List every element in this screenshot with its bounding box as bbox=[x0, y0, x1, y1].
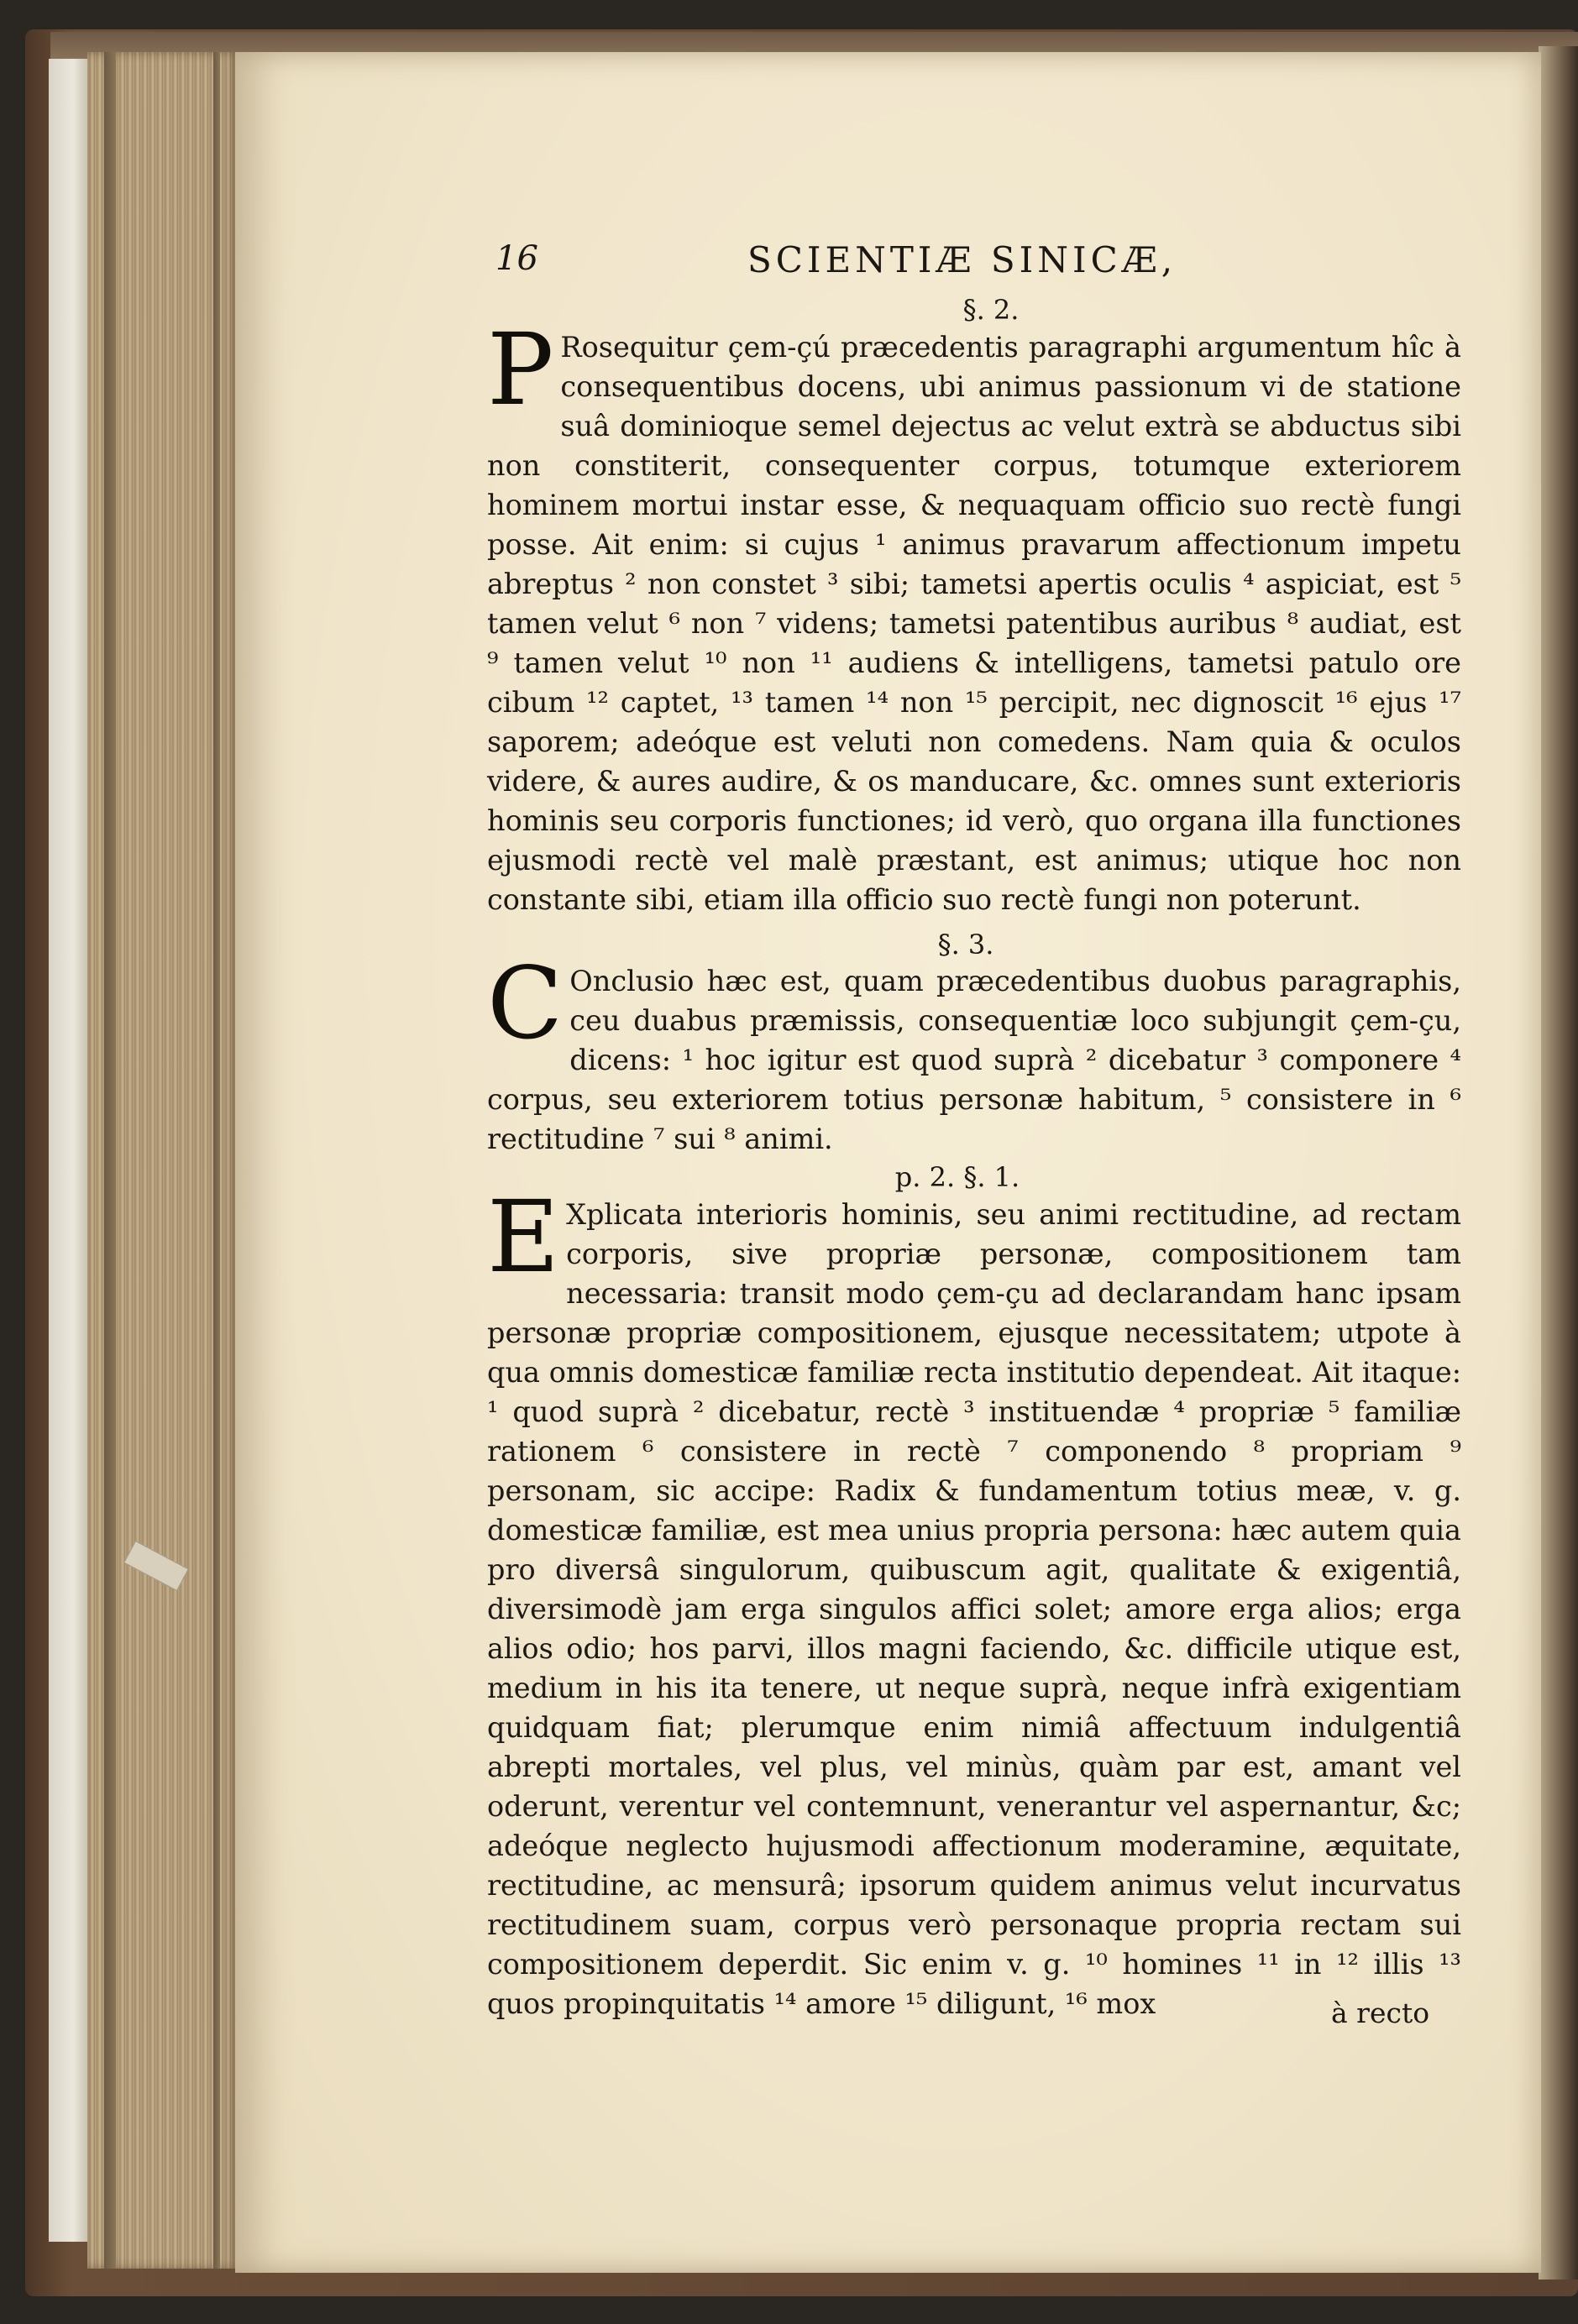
drop-cap: P bbox=[487, 311, 554, 427]
drop-cap: C bbox=[487, 945, 564, 1061]
page-number: 16 bbox=[495, 239, 538, 278]
section-paragraph bbox=[487, 311, 1461, 919]
page-edge-stack bbox=[87, 52, 239, 2269]
page-edge-shadow bbox=[104, 52, 116, 2269]
section-mark: §. 3. bbox=[937, 929, 994, 960]
section-mark: §. 2. bbox=[962, 294, 1020, 326]
section-paragraph bbox=[487, 945, 1461, 1159]
section-paragraph bbox=[487, 1179, 1461, 2023]
section-text: Xplicata interioris hominis, seu animi rectitudine, ad rectam corporis, sive propriæ personæ, compositionem tam necessaria: transit modo çem-çu ad declarandam hanc ipsam personæ propriæ compositionem, ejusque necessitatem; utpote à qua omnis domesticæ familiæ recta institutio dependeat. Ait itaque: ¹ quod suprà ² dicebatur, rectè ³ instituendæ ⁴ propriæ ⁵ familiæ rationem ⁶ consistere in rectè ⁷ componendo ⁸ propriam ⁹ personam, sic accipe: Radix & fundamentum totius meæ, v. g. domesticæ familiæ, est mea unius propria persona: hæc autem quia pro diversâ singulorum, quibuscum agit, qualitate & exigentiâ, diversimodè jam erga singulos affici solet; amore erga alios; erga alios odio; hos parvi, illos magni faciendo, &c. difficile utique est, medium in his ita tenere, ut neque suprà, neque infrà exigentiam quidquam fiat; plerumque enim nimiâ affectuum indulgentiâ abrepti mortales, vel plus, vel minùs, quàm par est, amant vel oderunt, verentur vel contemnunt, venerantur vel aspernantur, &c; adeóque neglecto hujusmodi affectionum moderamine, æquitate, rectitudine, ac mensurâ; ipsorum quidem animus velut incurvatus rectitudinem suam, corpus verò personaque propria rectam sui compositionem deperdit. Sic enim v. g. ¹⁰ homines ¹¹ in ¹² illis ¹³ quos propinquitatis ¹⁴ amore ¹⁵ diligunt, ¹⁶ mox bbox=[487, 1198, 1461, 2020]
book-gutter bbox=[1539, 46, 1578, 2280]
section-mark: p. 2. §. 1. bbox=[894, 1161, 1020, 1193]
section-text: Onclusio hæc est, quam præcedentibus duobus paragraphis, ceu duabus præmissis, consequentiæ loco subjungit çem-çu, dicens: ¹ hoc igitur est quod suprà ² dicebatur ³ componere ⁴ corpus, seu exteriorem totius personæ habitum, ⁵ consistere in ⁶ rectitudine ⁷ sui ⁸ animi. bbox=[487, 965, 1461, 1155]
catchword: à recto bbox=[1331, 1997, 1430, 2029]
page-edge-shadow bbox=[213, 52, 220, 2269]
drop-cap: E bbox=[487, 1179, 560, 1295]
running-title: SCIENTIÆ SINICÆ, bbox=[747, 239, 1177, 280]
section-text: Rosequitur çem-çú præcedentis paragraphi argumentum hîc à consequentibus docens, ubi animus passionum vi de statione suâ dominioque semel dejectus ac velut extrà se abductus sibi non constiterit, consequenter corpus, totumque exteriorem hominem mortui instar esse, & nequaquam officio suo rectè fungi posse. Ait enim: si cujus ¹ animus pravarum affectionum impetu abreptus ² non constet ³ sibi; tametsi apertis oculis ⁴ aspiciat, est ⁵ tamen velut ⁶ non ⁷ videns; tametsi patentibus auribus ⁸ audiat, est ⁹ tamen velut ¹⁰ non ¹¹ audiens & intelligens, tametsi patulo ore cibum ¹² captet, ¹³ tamen ¹⁴ non ¹⁵ percipit, nec dignoscit ¹⁶ ejus ¹⁷ saporem; adeóque est veluti non comedens. Nam quia & oculos videre, & aures audire, & os manducare, &c. omnes sunt exterioris hominis seu corporis functiones; id verò, quo organa illa functiones ejusmodi rectè vel malè præstant, est animus; utique hoc non constante sibi, etiam illa officio suo rectè fungi non poterunt. bbox=[487, 331, 1461, 916]
running-head bbox=[495, 239, 1453, 290]
page-edge-light bbox=[49, 59, 89, 2242]
